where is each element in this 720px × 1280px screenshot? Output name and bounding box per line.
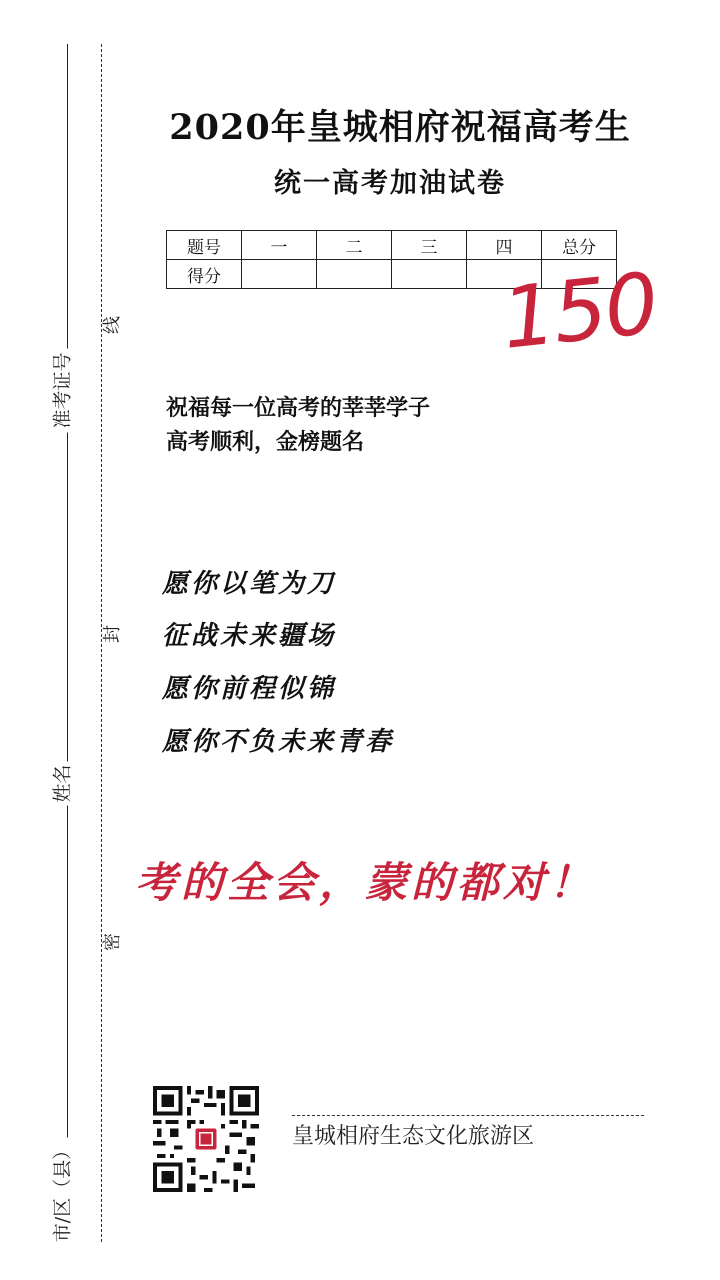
poem-line: 征战未来疆场 [162, 621, 337, 651]
score-table-header-row [167, 231, 617, 260]
score-row-label: 得分 [167, 260, 242, 289]
exam-id-label: 准考证号 [54, 349, 73, 433]
score-header-cell: 总分 [542, 231, 617, 260]
qr-code [153, 1086, 259, 1192]
name-label: 姓名 [54, 762, 73, 806]
score-header-cell: 一 [242, 231, 317, 260]
wish-line: 祝福每一位高考的莘莘学子 [166, 395, 431, 421]
seal-char-seal: 封 [102, 625, 123, 643]
score-cell [392, 260, 467, 289]
score-cell [317, 260, 392, 289]
footer-divider [292, 1115, 644, 1116]
poem-line: 愿你以笔为刀 [162, 569, 337, 599]
binding-line [67, 44, 68, 1242]
seal-char-line: 线 [102, 316, 123, 334]
page-title: 2020年皇城相府祝福高考生 [169, 107, 631, 148]
page-subtitle: 统一高考加油试卷 [274, 168, 506, 199]
score-header-cell: 四 [467, 231, 542, 260]
poem-line: 愿你前程似锦 [162, 674, 337, 704]
score-header-cell: 题号 [167, 231, 242, 260]
footer-organization: 皇城相府生态文化旅游区 [292, 1124, 535, 1149]
seal-char-secret: 密 [102, 933, 123, 951]
seal-dashed-line [101, 44, 102, 1242]
wish-line: 高考顺利，金榜题名 [166, 429, 365, 455]
score-cell [242, 260, 317, 289]
slogan: 考的全会，蒙的都对！ [135, 858, 596, 907]
poem-line: 愿你不负未来青春 [162, 727, 395, 757]
score-header-cell: 二 [317, 231, 392, 260]
score-header-cell: 三 [392, 231, 467, 260]
total-score-mark: 150 [497, 254, 662, 368]
city-label: 市/区（县） [54, 1138, 73, 1246]
